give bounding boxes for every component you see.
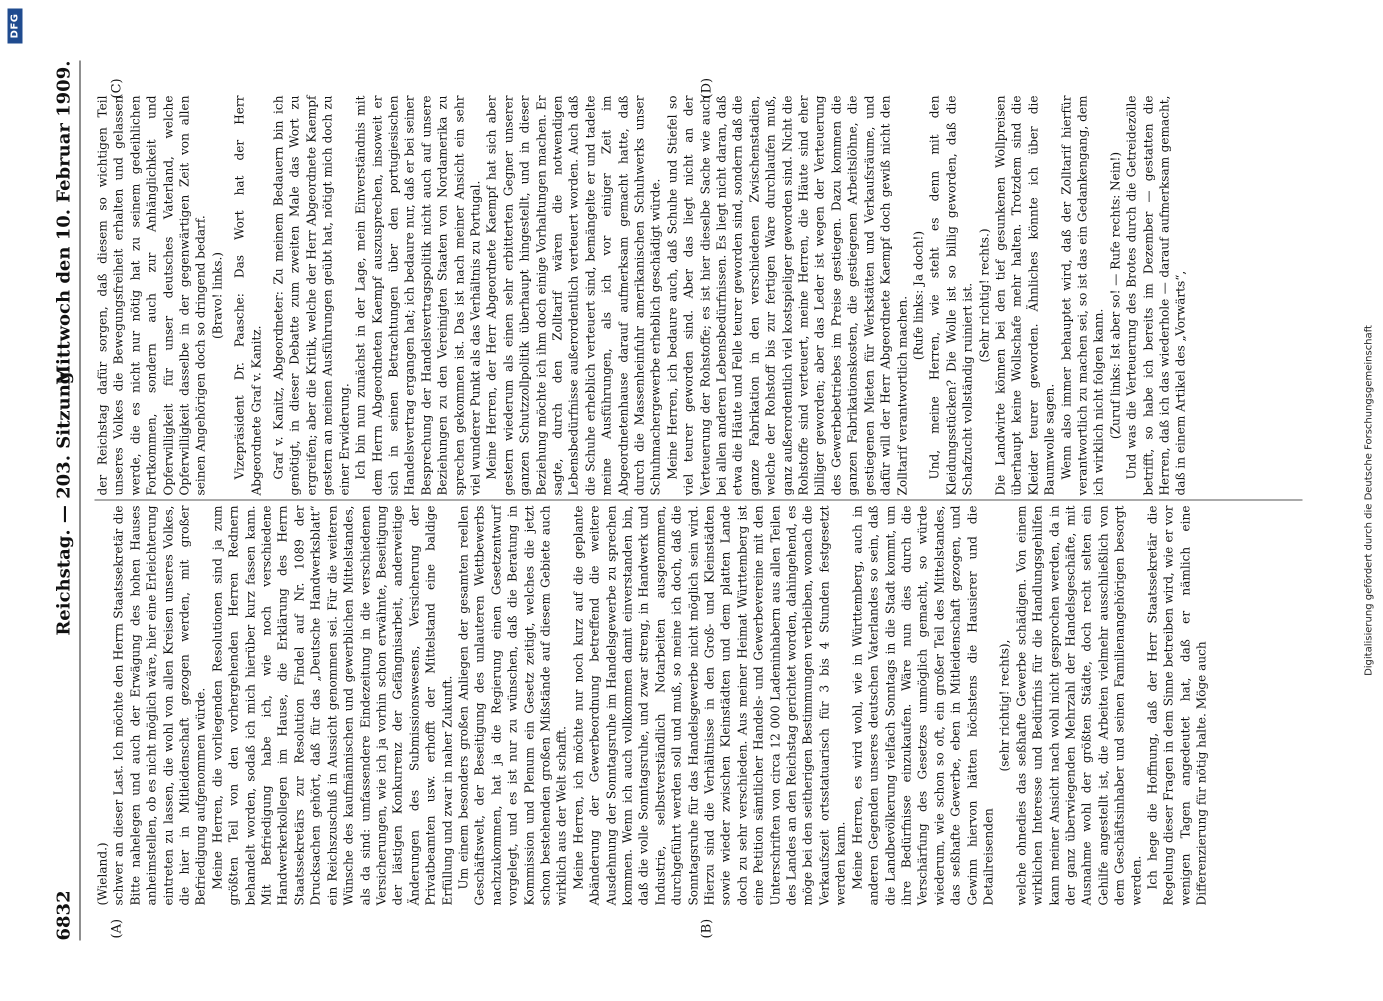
paragraph: Meine Herren, ich bedaure auch, daß Schuhe und Stiefel so viel teurer geworden sind. Aber das liegt nicht an der Verteuerung der Rohstoffe; es ist hier dieselbe Sache wie auch bei allen anderen Lebensbedürfnissen. Es liegt nicht daran, daß etwa die Häute und Felle teurer geworden sind, sondern daß die ganze Fabrikation in den verschiedenen Zwischenstadien, welche der Rohstoff bis zur fertigen Ware durchlaufen muß, ganz außerordentlich viel kostspieliger geworden sind. Nicht die Rohstoffe sind verteuert, meine Herren, die Häute sind eher billiger geworden; aber das Leder ist wegen der Verteuerung des Gewerbebetriebes im Preise gestiegen. Dazu kommen die ganzen Fabrikationskosten, die gestiegenen Arbeitslöhne, die gestiegenen Mieten für Werkstätten und Verkaufsräume, und dafür will der Herr Abgeordnete Kaempf doch gewiß nicht den Zolltarif verantwortlich machen. <box>665 95 909 496</box>
paragraph: Graf v. Kanitz, Abgeordneter: Zu meinem Bedauern bin ich genötigt, in dieser Debatte zum zweiten Male das Wort zu ergreifen; aber die Kritik, welche der Herr Abgeordnete Kaempf gestern an meinen Ausführungen geübt hat, nötigt mich doch zu einer Erwiderung. <box>271 95 352 496</box>
speaker-announcement: Vizepräsident Dr. Paasche: Das Wort hat der Herr Abgeordnete Graf v. Kanitz. <box>232 95 264 496</box>
interjection: (Rufe links: Ja doch!) <box>911 230 926 361</box>
interjection: (Sehr richtig! rechts.) <box>977 228 992 363</box>
session-title: Reichstag. — 203. Sitzung. <box>53 365 75 636</box>
interjection: (sehr richtig! rechts), <box>997 639 1012 772</box>
right-column <box>95 96 1303 496</box>
interjection: (Bravo! links.) <box>210 251 225 340</box>
paragraph: Um einem besonders großen Anliegen der gesamten reellen Geschäftswelt, der Beseitigung des unlauteren Wettbewerbs nachzukommen, hat ja die Regierung einen Gesetzentwurf vorgelegt, und es ist nur zu wünschen, daß die Beratung in Kommission und Plenum ein Gesetz zeitigt, welches die jetzt schon bestehenden großen Mißstände auf diesem Gebiete auch wirklich aus der Welt schafft. <box>456 505 569 906</box>
paragraph: Die Landwirte können bei den tief gesunkenen Wollpreisen überhaupt keine Wollschafe mehr halten. Trotzdem sind die Kleider teurer geworden. Ähnliches könnte ich über die Baumwolle sagen. <box>993 95 1057 496</box>
paragraph: Meine Herren, der Herr Abgeordnete Kaempf hat sich aber gestern wiederum als einen sehr erbitterten Gegner unserer ganzen Schutzzollpolitik überhaupt hingestellt, und in dieser Beziehung möchte ich ihm doch einige Vorhaltungen machen. Er sagte, durch den Zolltarif wären die notwendigen Lebensbedürfnisse außerordentlich verteuert worden. Auch daß die Schuhe erheblich verteuert sind, bemängelte er und tadelte meine Ausführungen, als ich vor einiger Zeit im Abgeordnetenhause darauf aufmerksam gemacht hatte, daß durch die Massenheinfuhr amerikanischen Schuhwerks unser Schuhmachergewerbe erheblich geschädigt würde. <box>484 95 663 496</box>
left-column <box>95 506 1303 906</box>
paragraph: Und, meine Herren, wie steht es denn mit den Kleidungsstücken? Die Wolle ist so billig geworden, daß die Schafzucht vollständig ruiniert ist. <box>927 95 975 496</box>
paragraph: Ich hege die Hoffnung, daß der Herr Staatssekretär die Regelung dieser Fragen in dem Sinne betreiben wird, wie er vor wenigen Tagen angedeutet hat, daß er nämlich eine Differenzierung für nötig halte. Möge auch <box>1145 505 1209 906</box>
margin-letter-a: (A) <box>109 918 125 939</box>
dfg-logo: DFG <box>8 9 23 44</box>
margin-letter-d: (D) <box>699 77 715 99</box>
column-divider <box>95 500 1303 501</box>
paragraph: Wenn also immer behauptet wird, daß der Zolltarif hierfür verantwortlich zu machen sei, so ist das ein Gedankengang, dem ich wirklich nicht folgen kann. <box>1059 95 1106 496</box>
margin-letter-c: (C) <box>109 78 125 99</box>
digitization-credit: Digitalisierung gefördert durch die Deutsche Forschungsgemeinschaft <box>1363 325 1375 676</box>
paragraph: Meine Herren, ich möchte nur noch kurz auf die geplante Abänderung der Gewerbeordnung betreffend die weitere Ausdehnung der Sonntagsruhe im Handelsgewerbe zu sprechen kommen. Wenn ich auch vollkommen damit einverstanden bin, daß die volle Sonntagsruhe, und zwar streng, in Handwerk und Industrie, selbstverständlich Notarbeiten ausgenommen, durchgeführt werden soll und muß, so meine ich doch, daß die Sonntagsruhe für das Handelsgewerbe nicht möglich sein wird. Hierzu sind die Verhältnisse in den Groß- und Kleinstädten sowie wieder zwischen Kleinstädten und dem platten Lande doch zu sehr verschieden. Aus meiner Heimat Württemberg ist eine Petition sämtlicher Handels- und Gewerbevereine mit den Unterschriften von circa 12 000 Ladeninhabern aus allen Teilen des Landes an den Reichstag gerichtet worden, dahingehend, es möge bei den seitherigen Bestimmungen verbleiben, wonach die Verkaufszeit ortsstatuarisch für 3 bis 4 Stunden festgesetzt werden kann. <box>571 505 848 906</box>
session-date: Mittwoch den 10. Februar 1909. <box>53 60 75 385</box>
page-number: 6832 <box>53 890 75 941</box>
paragraph: Meine Herren, die vorliegenden Resolutionen sind ja zum größten Teil von den vorhergehenden Herren Rednern behandelt worden, sodaß ich mich hierüber kurz fassen kann. Mit Befriedigung habe ich, wie noch verschiedene Handwerkerkollegen im Hause, die Erklärung des Herrn Staatssekretärs zur Resolution Findel auf Nr. 1089 der Drucksachen gehört, daß für das „Deutsche Handwerksblatt“ ein Reichszuschuß in Aussicht genommen sei. Für die weiteren Wünsche des kaufmännischen und gewerblichen Mittelstandes, als da sind: umfassendere Eindezeitung in die verschiedenen Versicherungen, wie ich ja vorhin schon erwähnte, Beseitigung der lästigen Konkurrenz der Gefängnisarbeit, anderweitige Änderungen des Submissionswesens, Versicherung der Privatbeamten usw. erhofft der Mittelstand eine baldige Erfüllung und zwar in naher Zukunft. <box>210 505 455 906</box>
paragraph: der Reichstag dafür sorgen, daß diesem so wichtigen Teil unseres Volkes die Bewegungsfreiheit erhalten und gelassen werde, die es nicht nur nötig hat zu seinem gedeihlichen Fortkommen, sondern auch zur Anhänglichkeit und Opferwilligkeit für unser deutsches Vaterland, welche Opferwilligkeit dasselbe in der gegenwärtigen Zeit von allen seinen Angehörigen doch so dringend bedarf. <box>95 95 208 496</box>
paragraph: Ich bin nun zunächst in der Lage, mein Einverständnis mit dem Herrn Abgeordneten Kaempf auszusprechen, insoweit er sich in seinen Betrachtungen über den portugiesischen Handelsvertrag ergangen hat; ich bedaure nur, daß er bei seiner Besprechung der Handelsvertragspolitik nicht auch auf unsere Beziehungen zu den Vereinigten Staaten von Nordamerika zu sprechen gekommen ist. Das ist nach meiner Ansicht ein sehr viel wunderer Punkt als das Verhältnis zu Portugal. <box>353 95 483 496</box>
page-header <box>50 61 81 941</box>
paragraph: Und was die Verteuerung des Brotes durch die Getreidezölle betrifft, so habe ich bereits im Dezember — gestatten die Herren, daß ich das wiederhole — darauf aufmerksam gemacht, daß in einem Artikel des „Vorwärts“, <box>1124 95 1188 496</box>
margin-letter-b: (B) <box>699 918 715 939</box>
speaker-note: (Wieland.) <box>95 842 110 906</box>
page <box>0 1 1383 1001</box>
interjection: (Zuruf links: Ist aber so! — Rufe rechts: Nein!) <box>1108 151 1123 440</box>
paragraph: schwer an dieser Last. Ich möchte den Herrn Staatssekretär die Bitte nahelegen und auch der Erwägung des hohen Hauses anheimstellen, ob es nicht möglich wäre, hier eine Erleichterung eintreten zu lassen, die wohl von allen Kreisen unseres Volkes, die hier in Mitleidenschaft gezogen werden, mit großer Befriedigung aufgenommen würde. <box>111 505 208 906</box>
paragraph: Meine Herren, es wird wohl, wie in Württemberg, auch in anderen Gegenden unseres deutschen Vaterlandes so sein, daß die Landbevölkerung vielfach Sonntags in die Stadt kommt, um ihre Bedürfnisse einzukaufen. Wäre nun dies durch die Verschärfung des Gesetzes unmöglich gemacht, so würde wiederum, wie schon so oft, ein großer Teil des Mittelstandes, das seßhafte Gewerbe, eben in Mitleidenschaft gezogen, und Gewinn hiervon hätten höchstens die Hausierer und die Detailreisenden <box>850 505 996 906</box>
paragraph: welche ohnedies das seßhafte Gewerbe schädigen. Von einem wirklichen Interesse und Bedürfnis für die Handlungsgehilfen kann meiner Ansicht nach wohl nicht gesprochen werden, da in der ganz überwiegenden Mehrzahl der Handelsgeschäfte, mit Ausnahme wohl der größten Städte, doch recht selten ein Gehilfe angestellt ist, die Arbeiten vielmehr ausschließlich von dem Geschäftsinhaber und seinen Familienangehörigen besorgt werden. <box>1014 505 1144 906</box>
